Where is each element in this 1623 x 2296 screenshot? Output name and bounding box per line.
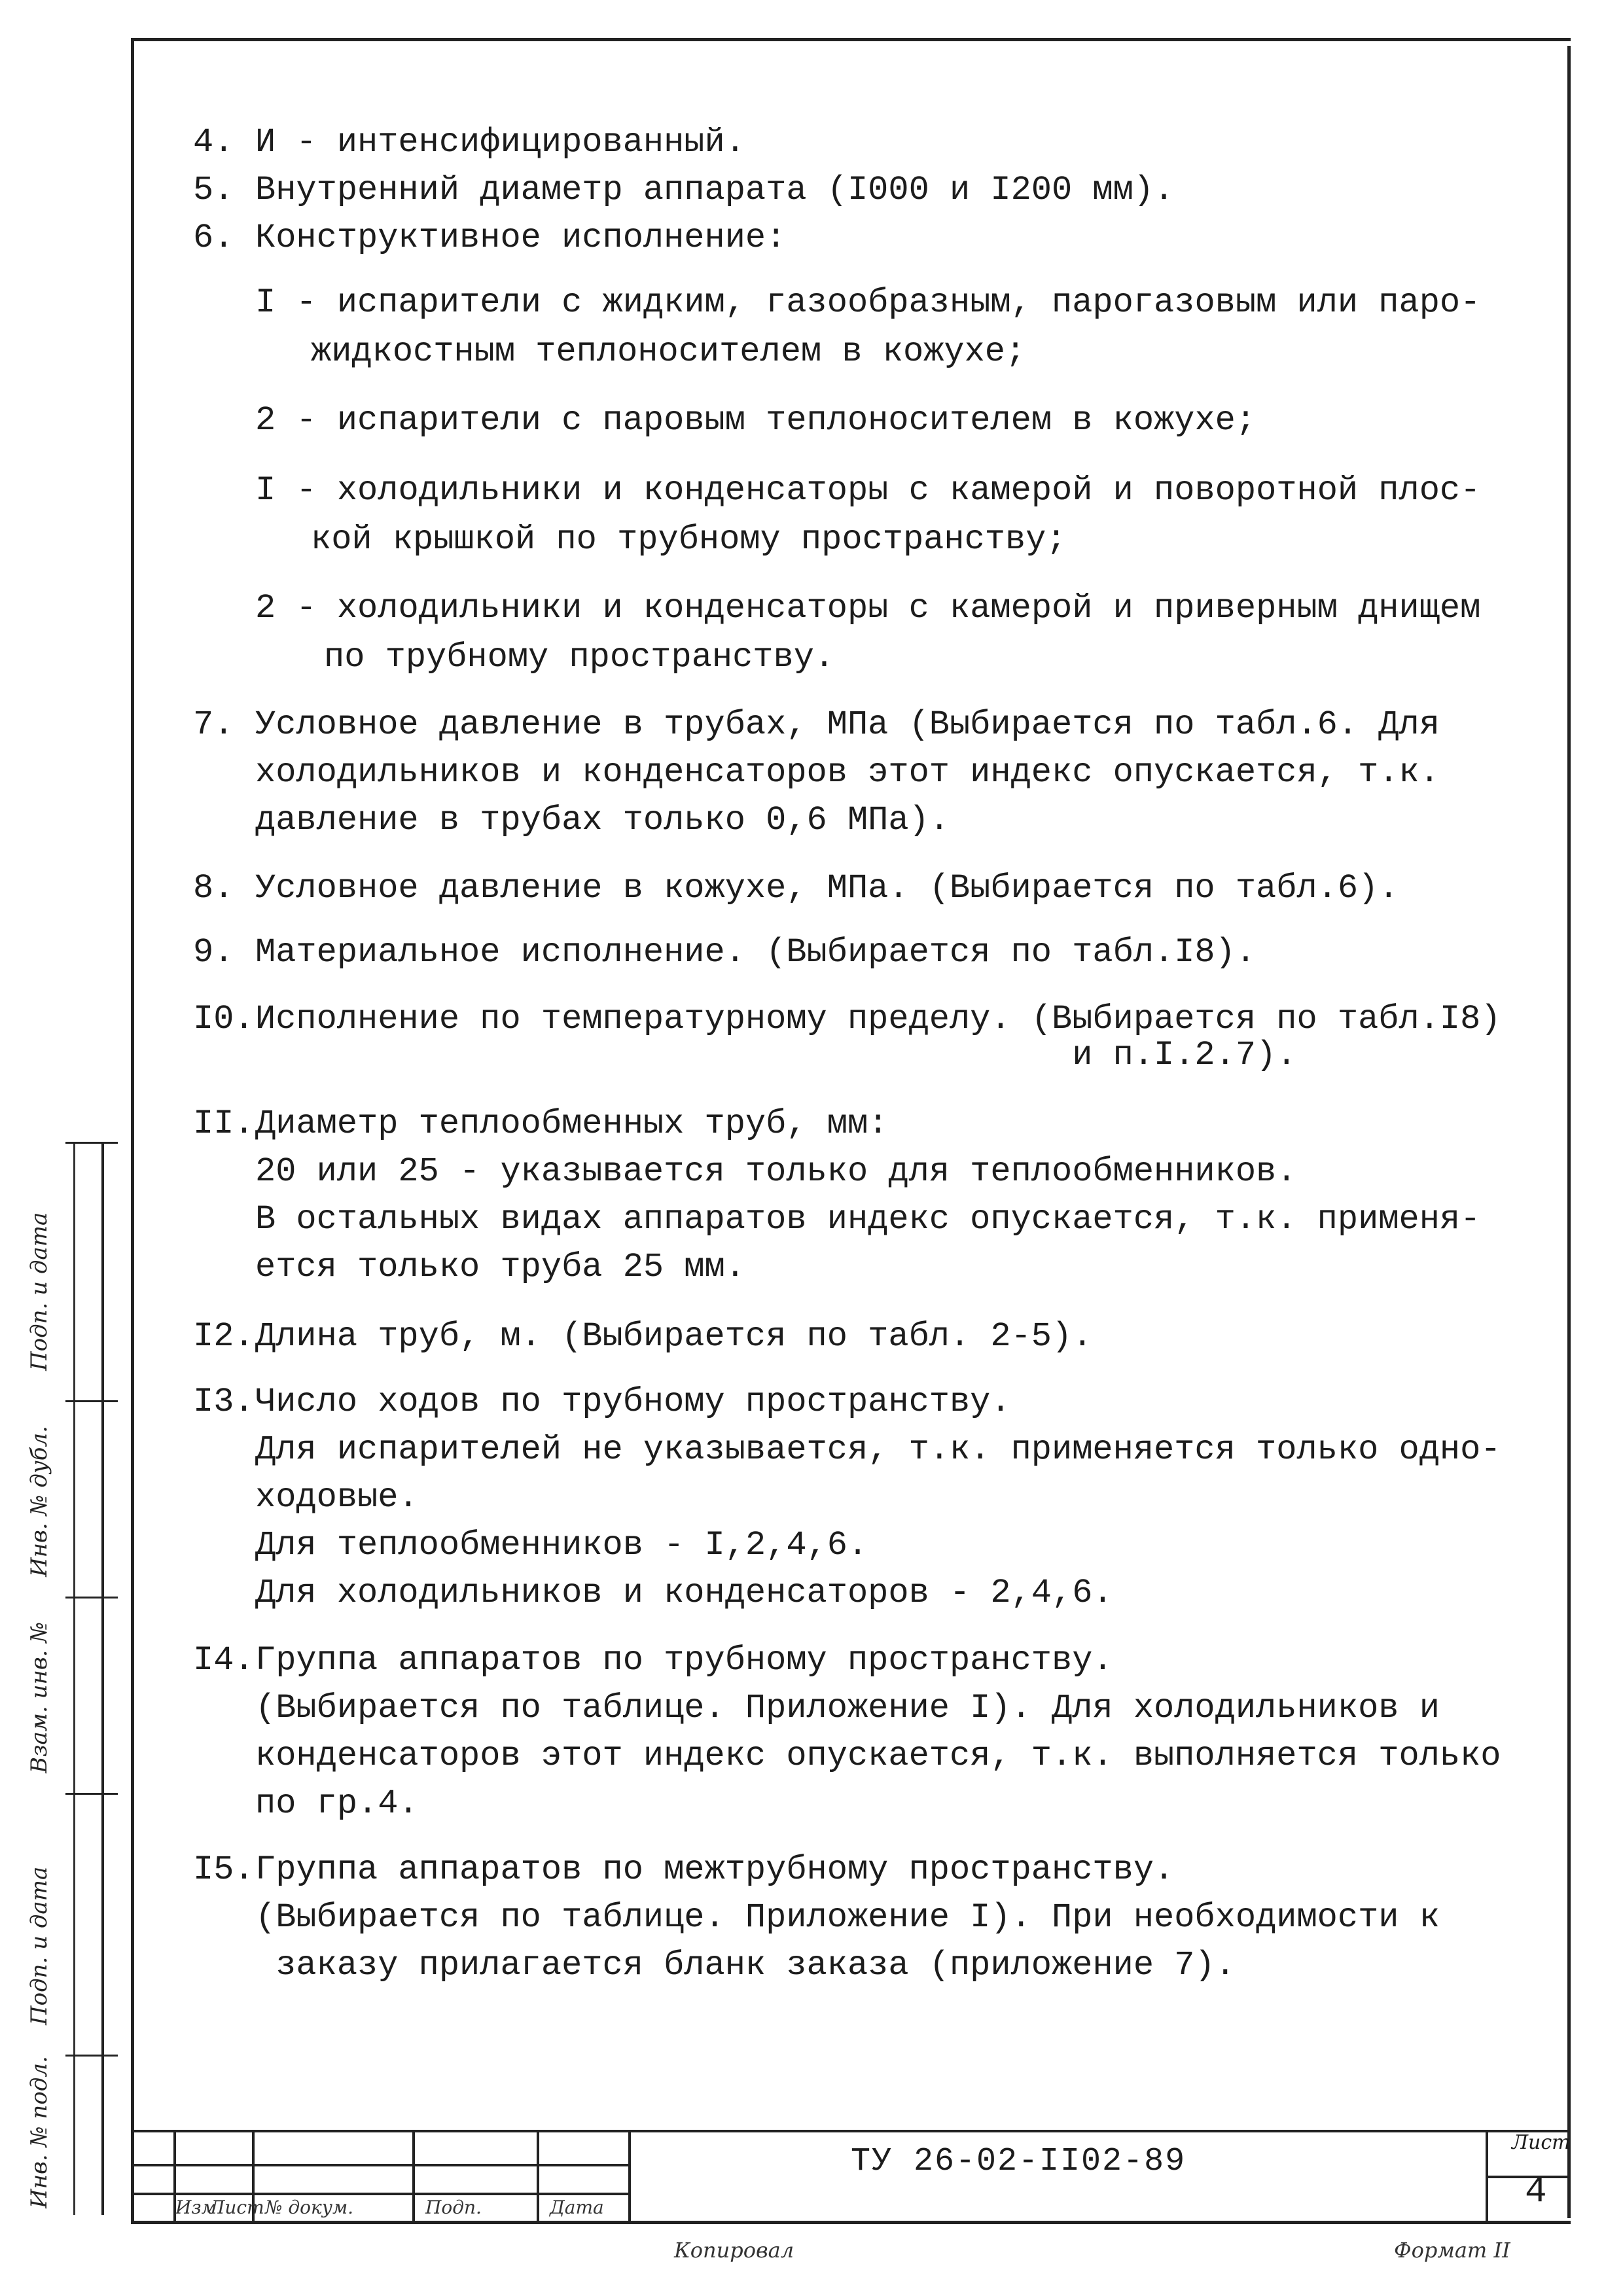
- item-continuation: конденсаторов этот индекс опускается, т.к. выполняется только: [255, 1737, 1501, 1775]
- sub-item: I - холодильники и конденсаторы с камерой и поворотной плос-: [255, 471, 1481, 510]
- item-number: I5.: [193, 1850, 255, 1889]
- title-block-column: [1486, 2130, 1488, 2221]
- title-block-col-doc: № докум.: [265, 2197, 354, 2218]
- list-item: [193, 700, 1541, 750]
- sub-item-code: 2: [255, 401, 276, 440]
- sub-item-code: I: [255, 283, 276, 322]
- item-number: 7.: [193, 705, 234, 744]
- item-text: Группа аппаратов по трубному пространству.: [255, 1641, 1113, 1680]
- item-continuation: В остальных видах аппаратов индекс опускается, т.к. применя-: [255, 1200, 1481, 1239]
- sub-item-text: холодильники и конденсаторы с камерой и приверным днищем: [336, 589, 1481, 627]
- item-text: Конструктивное исполнение:: [255, 219, 787, 257]
- side-strip: [26, 1142, 118, 2215]
- item-number: 9.: [193, 933, 234, 972]
- footer-copied: Копировал: [674, 2238, 794, 2263]
- strip-separator: [65, 2055, 118, 2057]
- item-continuation: (Выбирается по таблице. Приложение I). При необходимости к: [255, 1898, 1440, 1937]
- sheet-label: Лист: [1512, 2131, 1571, 2154]
- sub-item: I - испарители с жидким, газообразным, парогазовым или паро-: [255, 283, 1481, 322]
- strip-label-replace-inv: Взам. инв. №: [26, 1621, 52, 1773]
- strip-separator: [65, 1597, 118, 1598]
- item-number: I4.: [193, 1641, 255, 1680]
- item-continuation: холодильников и конденсаторов этот индекс опускается, т.к.: [255, 753, 1440, 792]
- item-text: Условное давление в кожухе, МПа. (Выбирается по табл.6).: [255, 869, 1399, 908]
- list-item: [193, 166, 1541, 215]
- strip-label-orig-inv: Инв. № подл.: [26, 2056, 52, 2208]
- title-block-column: [537, 2130, 539, 2221]
- item-text: Группа аппаратов по межтрубному пространству.: [255, 1850, 1175, 1889]
- title-block-line: [131, 2193, 628, 2195]
- strip-divider: [101, 1142, 104, 2215]
- strip-separator: [65, 1142, 118, 1144]
- item-continuation: Для испарителей не указывается, т.к. применяется только одно-: [255, 1430, 1501, 1469]
- item-number: 4.: [193, 123, 234, 162]
- frame-left-border: [131, 38, 134, 2223]
- item-continuation: заказу прилагается бланк заказа (приложение 7).: [255, 1946, 1236, 1985]
- title-block-col-change: Изм: [175, 2197, 217, 2218]
- item-text: Условное давление в трубах, МПа (Выбирается по табл.6. Для: [255, 705, 1440, 744]
- title-block-col-date: Дата: [550, 2197, 604, 2218]
- item-text: Число ходов по трубному пространству.: [255, 1383, 1011, 1421]
- item-continuation: ется только труба 25 мм.: [255, 1248, 745, 1286]
- title-block: [131, 2130, 1571, 2221]
- item-text: Внутренний диаметр аппарата (I000 и I200 мм).: [255, 171, 1175, 209]
- list-item: [193, 1845, 1541, 1895]
- title-block-column: [628, 2130, 631, 2221]
- sub-item: 2 - холодильники и конденсаторы с камерой и приверным днищем: [255, 589, 1481, 627]
- item-text: И - интенсифицированный.: [255, 123, 745, 162]
- strip-separator: [65, 1400, 118, 1402]
- list-item: [193, 118, 1541, 168]
- document-code: ТУ 26-02-II02-89: [851, 2143, 1186, 2180]
- sheet-number: 4: [1525, 2170, 1547, 2212]
- title-block-column: [412, 2130, 415, 2221]
- item-continuation: по гр.4.: [255, 1784, 419, 1823]
- item-text: Длина труб, м. (Выбирается по табл. 2-5).: [255, 1317, 1093, 1356]
- title-block-col-sign: Подп.: [425, 2197, 482, 2218]
- strip-label-sign-date: Подп. и дата: [26, 1212, 52, 1371]
- strip-label-dup-inv: Инв. № дубл.: [26, 1426, 52, 1577]
- footer-format: Формат II: [1394, 2238, 1510, 2263]
- title-block-line: [131, 2130, 1571, 2132]
- sub-item-continuation: кой крышкой по трубному пространству;: [311, 520, 1067, 559]
- strip-divider: [73, 1142, 75, 2215]
- list-item: [193, 1099, 1541, 1149]
- title-block-line: [131, 2164, 628, 2166]
- strip-separator: [65, 1793, 118, 1795]
- frame-top-border: [134, 38, 1571, 41]
- item-number: I2.: [193, 1317, 255, 1356]
- item-text: Диаметр теплообменных труб, мм:: [255, 1104, 889, 1143]
- item-number: II.: [193, 1104, 255, 1143]
- item-continuation: давление в трубах только 0,6 МПа).: [255, 801, 950, 839]
- item-continuation: и п.I.2.7).: [255, 1036, 1297, 1074]
- item-continuation: Для холодильников и конденсаторов - 2,4,6.: [255, 1574, 1113, 1612]
- frame-right-border: [1567, 46, 1571, 2218]
- item-text: Исполнение по температурному пределу. (Выбирается по табл.I8): [255, 1000, 1501, 1038]
- item-continuation: (Выбирается по таблице. Приложение I). Для холодильников и: [255, 1689, 1440, 1727]
- list-item: [193, 864, 1541, 913]
- item-number: I3.: [193, 1383, 255, 1421]
- strip-label-sign-date-2: Подп. и дата: [26, 1866, 52, 2025]
- title-block-col-sheet: Лист: [209, 2197, 264, 2218]
- list-item: [193, 928, 1541, 978]
- item-number: 6.: [193, 219, 234, 257]
- sub-item-code: 2: [255, 589, 276, 627]
- sub-item-text: испарители с жидким, газообразным, парогазовым или паро-: [336, 283, 1481, 322]
- sub-item: 2 - испарители с паровым теплоносителем в кожухе;: [255, 401, 1257, 440]
- list-item: [193, 213, 1541, 263]
- item-number: 8.: [193, 869, 234, 908]
- sub-item-text: испарители с паровым теплоносителем в кожухе;: [336, 401, 1257, 440]
- sub-item-continuation: по трубному пространству.: [324, 638, 835, 677]
- sub-item-code: I: [255, 471, 276, 510]
- item-continuation: ходовые.: [255, 1478, 419, 1517]
- item-continuation: Для теплообменников - I,2,4,6.: [255, 1526, 868, 1564]
- item-number: I0.: [193, 1000, 255, 1038]
- item-continuation: 20 или 25 - указывается только для теплообменников.: [255, 1152, 1297, 1191]
- item-text: Материальное исполнение. (Выбирается по табл.I8).: [255, 933, 1257, 972]
- list-item: [193, 1377, 1541, 1427]
- list-item: [193, 1312, 1541, 1362]
- item-number: 5.: [193, 171, 234, 209]
- sub-item-text: холодильники и конденсаторы с камерой и поворотной плос-: [336, 471, 1481, 510]
- sub-item-continuation: жидкостным теплоносителем в кожухе;: [311, 332, 1026, 371]
- list-item: [193, 1636, 1541, 1686]
